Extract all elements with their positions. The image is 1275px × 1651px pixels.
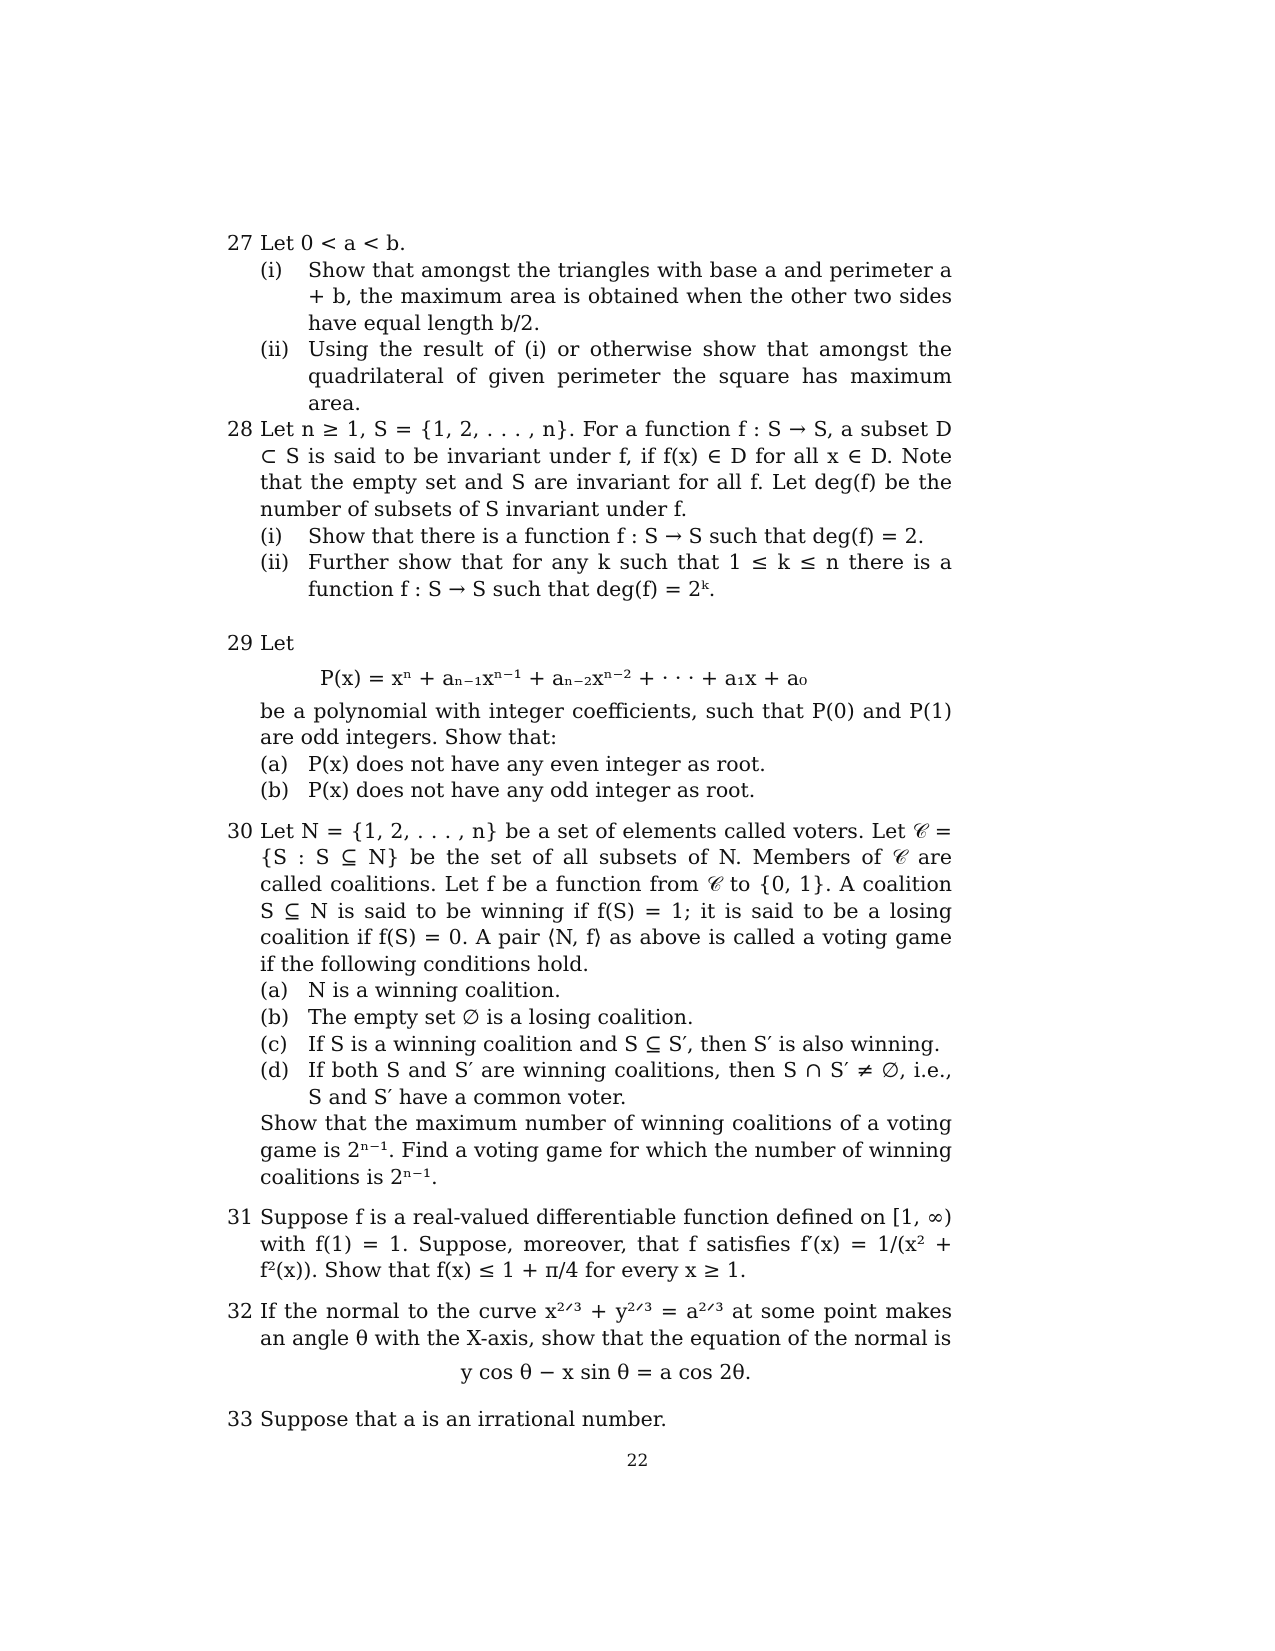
part-label: (b) — [260, 1005, 290, 1030]
problem-part — [260, 977, 952, 1004]
problem-33 — [228, 1406, 952, 1433]
problem-intro: Suppose f is a real-valued differentiable function defined on [1, ∞) with f(1) = 1. Suppose, moreover, that f satisfies f′(x) = 1/(x² + f²(x)). Show that f(x) ≤ 1 + π/4 for every x ≥ 1. — [260, 1205, 952, 1283]
problem-part — [260, 257, 952, 337]
part-label: (i) — [260, 257, 283, 282]
part-label: (b) — [260, 778, 290, 803]
problem-column — [228, 230, 952, 1432]
problem-part — [260, 777, 952, 804]
part-text: If both S and S′ are winning coalitions, then S ∩ S′ ≠ ∅, i.e., S and S′ have a common voter. — [308, 1058, 952, 1109]
problem-30 — [228, 818, 952, 1190]
problem-intro: Let — [260, 631, 294, 656]
part-text: Further show that for any k such that 1 ≤ k ≤ n there is a function f : S → S such that deg(f) = 2ᵏ. — [308, 550, 952, 601]
part-label: (i) — [260, 523, 283, 548]
part-label: (d) — [260, 1058, 290, 1083]
problem-continuation: Show that the maximum number of winning coalitions of a voting game is 2ⁿ⁻¹. Find a voting game for which the number of winning coalitions is 2ⁿ⁻¹. — [260, 1111, 952, 1189]
part-text: Show that amongst the triangles with base a and perimeter a + b, the maximum area is obtained when the other two sides have equal length b/2. — [308, 257, 952, 335]
part-text: Using the result of (i) or otherwise show that amongst the quadrilateral of given perimeter the square has maximum area. — [308, 337, 952, 415]
problem-intro: Let 0 < a < b. — [260, 231, 406, 255]
page-number: 22 — [626, 1451, 649, 1471]
part-text: P(x) does not have any even integer as root. — [308, 751, 766, 776]
problem-intro: Let n ≥ 1, S = {1, 2, . . . , n}. For a function f : S → S, a subset D ⊂ S is said to be invariant under f, if f(x) ∈ D for all x ∈ D. Note that the empty set and S are invariant for all f. Let deg(f) be the number of subsets of S invariant under f. — [260, 417, 952, 521]
problem-number: 33 — [227, 1406, 254, 1431]
part-text: N is a winning coalition. — [308, 978, 561, 1003]
part-text: Show that there is a function f : S → S such that deg(f) = 2. — [308, 523, 925, 548]
problem-29 — [228, 630, 952, 804]
part-label: (c) — [260, 1031, 288, 1056]
part-label: (a) — [260, 751, 289, 776]
display-equation: P(x) = xⁿ + aₙ₋₁xⁿ⁻¹ + aₙ₋₂xⁿ⁻² + · · · + a₁x + a₀ — [320, 665, 808, 690]
problem-number: 27 — [227, 231, 254, 255]
problem-part — [260, 1004, 952, 1031]
problem-intro: Suppose that a is an irrational number. — [260, 1406, 667, 1431]
problem-part — [260, 1031, 952, 1058]
part-text: If S is a winning coalition and S ⊆ S′, then S′ is also winning. — [308, 1031, 941, 1056]
problem-part — [260, 1057, 952, 1110]
problem-28 — [228, 416, 952, 602]
problem-number: 30 — [227, 818, 254, 843]
part-label: (ii) — [260, 550, 290, 575]
problem-number: 28 — [227, 417, 254, 442]
problem-part — [260, 751, 952, 778]
problem-part — [260, 336, 952, 416]
problem-part — [260, 549, 952, 602]
problem-intro: Let N = {1, 2, . . . , n} be a set of elements called voters. Let 𝒞 = {S : S ⊆ N} be the set of all subsets of N. Members of 𝒞 are called coalitions. Let f be a function from 𝒞 to {0, 1}. A coalition S ⊆ N is said to be winning if f(S) = 1; it is said to be a losing coalition if f(S) = 0. A pair ⟨N, f⟩ as above is called a voting game if the following conditions hold. — [260, 818, 952, 976]
problem-intro: If the normal to the curve x²ᐟ³ + y²ᐟ³ = a²ᐟ³ at some point makes an angle θ with the X-axis, show that the equation of the normal is — [260, 1298, 952, 1350]
problem-31 — [228, 1204, 952, 1284]
part-label: (ii) — [260, 337, 290, 362]
problem-continuation: be a polynomial with integer coefficients, such that P(0) and P(1) are odd integers. Show that: — [260, 698, 952, 750]
problem-27 — [228, 230, 952, 416]
problem-part — [260, 523, 952, 550]
problem-number: 29 — [227, 631, 254, 656]
display-equation: y cos θ − x sin θ = a cos 2θ. — [460, 1360, 752, 1385]
problem-number: 31 — [227, 1205, 254, 1230]
part-label: (a) — [260, 978, 289, 1003]
part-text: The empty set ∅ is a losing coalition. — [308, 1005, 694, 1030]
part-text: P(x) does not have any odd integer as root. — [308, 778, 756, 803]
problem-number: 32 — [227, 1298, 254, 1323]
problem-32 — [228, 1298, 952, 1386]
